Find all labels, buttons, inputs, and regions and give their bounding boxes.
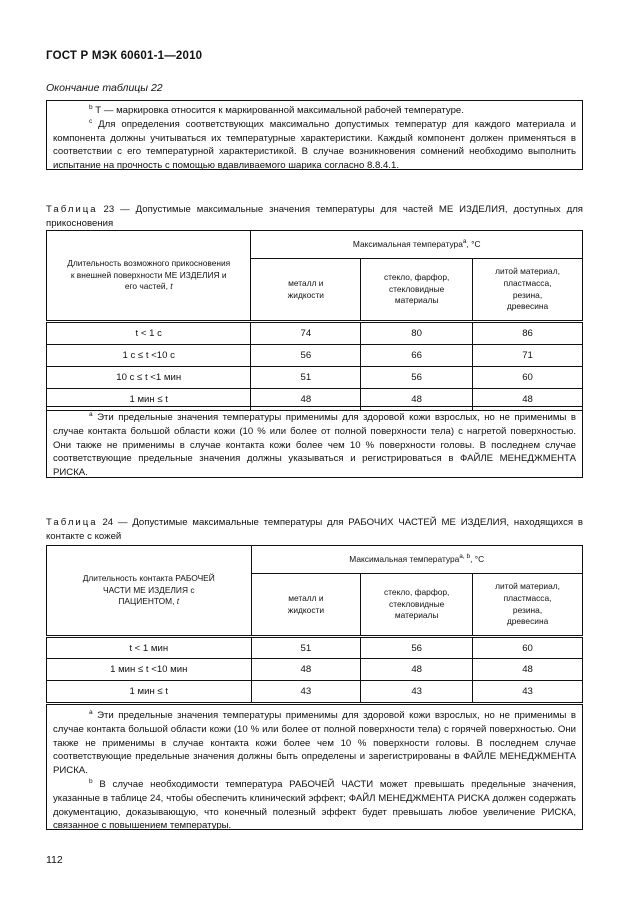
table24-caption-prefix: Таблица: [46, 517, 98, 528]
note-mark: b: [89, 777, 93, 785]
col-duration-text: Длительность контакта РАБОЧЕЙ ЧАСТИ МЕ ИЗДЕЛИЯ с ПАЦИЕНТОМ,: [82, 573, 215, 607]
table-row: [47, 345, 583, 367]
table24-row-duration: t < 1 мин: [47, 637, 252, 659]
note-text: Эти предельные значения температуры применимы для здоровой кожи взрослых, но не применимы в случае контакта большой области кожи (10 % или более от полной поверхности тела) с горячей поверхностью. Они также не применимы в случае контакта кожи более чем 10 % поверхности головы. В последнем случае соответствующие предельные значения должны быть определены и зарегистрированы в ФАЙЛЕ МЕНЕДЖМЕНТА РИСКА.: [53, 710, 576, 777]
table23-col-metal: металл и жидкости: [251, 259, 361, 322]
table24-caption: [46, 516, 583, 544]
table-row: [47, 367, 583, 389]
table24-cell: 48: [251, 659, 361, 681]
table24-max-temp-header: [251, 546, 583, 574]
note-text: Т — маркировка относится к маркированной максимальной рабочей температуре.: [92, 105, 464, 116]
table23-col-plastic: литой материал, пластмасса, резина, древесина: [473, 259, 583, 322]
page-number: 112: [46, 854, 63, 866]
table24-cell: 48: [361, 659, 473, 681]
table22-notes-box: [46, 100, 583, 170]
table24-notes: [46, 704, 583, 830]
table24-col-plastic: литой материал, пластмасса, резина, древесина: [473, 574, 583, 637]
table22-note-c: [53, 118, 576, 173]
table23-cell: 56: [361, 367, 473, 389]
table-row: [47, 681, 583, 703]
table23-cell: 48: [361, 389, 473, 411]
note-text: Для определения соответствующих максимально допустимых температур для каждого материала и компонента должны учитываться их температурные характеристики. Каждый компонент должен применяться в соответствии с его температурной характеристикой. В случае возникновения сомнений необходимо выполнить испытание на прочность с помощью вдавливаемого шарика согласно 8.8.4.1.: [53, 118, 576, 172]
max-temp-unit: , °С: [466, 238, 481, 249]
table24-cell: 43: [251, 681, 361, 703]
note-text: Эти предельные значения температуры применимы для здоровой кожи взрослых, но не применимы в случае контакта большой области кожи (10 % или более от полной поверхности тела) с нагретой поверхностью. Они также не применимы в случае контакта кожи более чем 10 % поверхности головы. В последнем случае соответствующие предельные значения должны указываться и регистрироваться в ФАЙЛЕ МЕНЕДЖМЕНТА РИСКА.: [53, 412, 576, 479]
col-duration-var: t: [170, 281, 173, 292]
table24-col-metal: металл и жидкости: [251, 574, 361, 637]
note-mark: c: [89, 117, 93, 125]
table24-note-a: [53, 709, 576, 778]
table24-cell: 48: [473, 659, 583, 681]
max-temp-unit: , °С: [470, 553, 485, 564]
table-continuation-label: Окончание таблицы 22: [46, 82, 163, 94]
table23-col-duration: [47, 231, 251, 322]
table24-cell: 56: [361, 637, 473, 659]
note-mark: b: [89, 103, 93, 111]
table23-cell: 51: [251, 367, 361, 389]
table23-row-duration: 10 с ≤ t <1 мин: [47, 367, 251, 389]
max-temp-label: Максимальная температура: [349, 553, 460, 564]
table23: [46, 230, 583, 411]
table23-cell: 66: [361, 345, 473, 367]
table24-cell: 51: [251, 637, 361, 659]
table23-cell: 56: [251, 345, 361, 367]
table23-notes: [46, 406, 583, 478]
table24-cell: 43: [361, 681, 473, 703]
max-temp-sup: a: [462, 237, 467, 245]
col-duration-var: t: [176, 596, 180, 607]
table24-cell: 43: [473, 681, 583, 703]
note-text: В случае необходимости температура РАБОЧЕЙ ЧАСТИ может превышать предельные значения, указанные в таблице 24, чтобы обеспечить клинический эффект; ФАЙЛ МЕНЕДЖМЕНТА РИСКА должен содержать документацию, доказывающую, что конечный полезный эффект будет превышать любое увеличение РИСКА, связанное с повышением температуры.: [53, 778, 576, 832]
table24-row-duration: 1 мин ≤ t: [47, 681, 252, 703]
table23-cell: 86: [473, 322, 583, 345]
table23-row-duration: t < 1 с: [47, 322, 251, 345]
table24-note-b: [53, 778, 576, 833]
table23-caption: [46, 203, 583, 231]
table23-cell: 80: [361, 322, 473, 345]
table24-col-duration: [47, 546, 252, 637]
max-temp-sup: a, b: [459, 552, 471, 560]
table-row: [47, 637, 583, 659]
table24-cell: 60: [473, 637, 583, 659]
table24-col-glass: стекло, фарфор, стекловидные материалы: [361, 574, 473, 637]
table23-cell: 48: [251, 389, 361, 411]
table-row: [47, 322, 583, 345]
table24-caption-text: 24 — Допустимые максимальные температуры для РАБОЧИХ ЧАСТЕЙ МЕ ИЗДЕЛИЯ, находящихся в контакте с кожей: [46, 517, 583, 542]
table23-row-duration: 1 мин ≤ t: [47, 389, 251, 411]
table-row: [47, 659, 583, 681]
table23-cell: 48: [473, 389, 583, 411]
document-header: ГОСТ Р МЭК 60601-1—2010: [46, 50, 203, 62]
table23-caption-prefix: Таблица: [46, 204, 98, 215]
table23-col-glass: стекло, фарфор, стекловидные материалы: [361, 259, 473, 322]
table24-row-duration: 1 мин ≤ t <10 мин: [47, 659, 252, 681]
max-temp-label: Максимальная температура: [352, 238, 463, 249]
table23-cell: 71: [473, 345, 583, 367]
table23-row-duration: 1 с ≤ t <10 с: [47, 345, 251, 367]
note-mark: a: [89, 708, 93, 716]
table23-cell: 74: [251, 322, 361, 345]
table23-max-temp-header: [251, 231, 583, 259]
table23-caption-text: 23 — Допустимые максимальные значения температуры для частей МЕ ИЗДЕЛИЯ, доступных для прикосновения: [46, 204, 583, 229]
note-mark: a: [89, 410, 93, 418]
table23-note-a: [53, 411, 576, 480]
table23-cell: 60: [473, 367, 583, 389]
table22-note-b: [53, 104, 576, 118]
table24: [46, 545, 583, 703]
col-duration-text: Длительность возможного прикосновения к внешней поверхности МЕ ИЗДЕЛИЯ и его частей,: [67, 258, 231, 292]
